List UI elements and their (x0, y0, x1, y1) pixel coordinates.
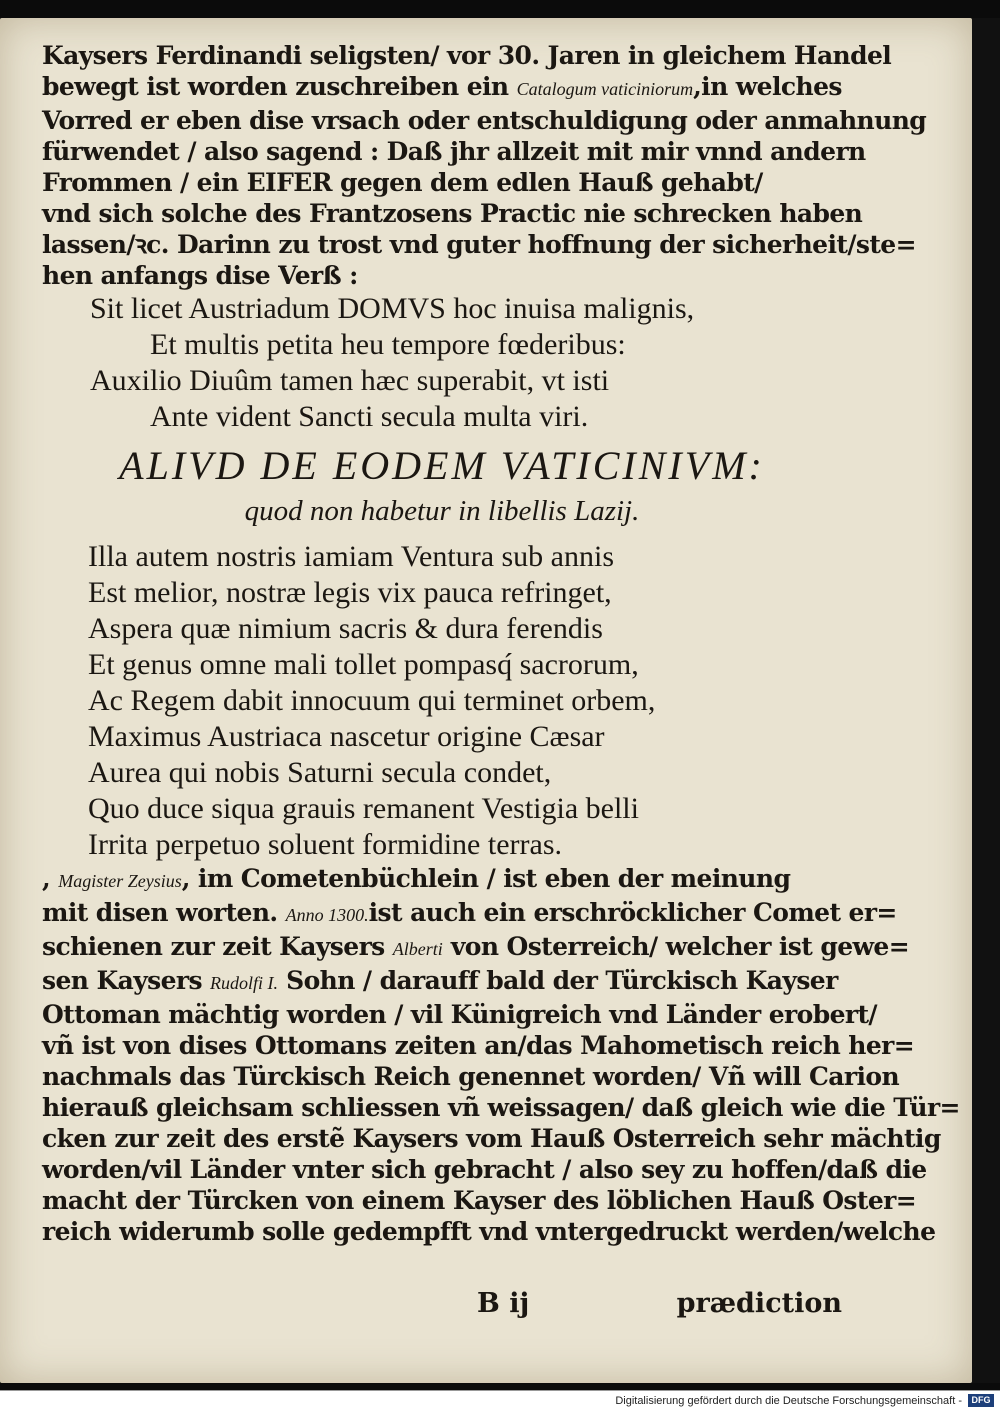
verse-line: Auxilio Diuûm tamen hæc superabit, vt isti (90, 364, 610, 397)
catchword: prædiction (676, 1288, 842, 1319)
page-footer-line (42, 1288, 842, 1322)
text-line: schienen zur zeit Kaysers Alberti von Osterreich/ welcher ist gewe= (42, 932, 910, 961)
section-heading: ALIVD DE EODEM VATICINIVM: (119, 443, 765, 488)
verse-line: Quo duce siqua grauis remanent Vestigia belli (88, 792, 639, 825)
verse-line: Sit licet Austriadum DOMVS hoc inuisa malignis, (90, 292, 695, 325)
verse-line: Est melior, nostræ legis vix pauca refringet, (88, 576, 612, 609)
text-line: vñ ist von dises Ottomans zeiten an/das Mahometisch reich her= (42, 1031, 915, 1060)
inline-latin: Alberti (392, 939, 443, 959)
text-line: nachmals das Türckisch Reich genennet worden/ Vñ will Carion (42, 1062, 900, 1091)
inline-latin: Rudolfi I. (210, 973, 279, 993)
verse-line: Illa autem nostris iamiam Ventura sub annis (88, 540, 615, 573)
verse-block-1 (42, 291, 842, 435)
section-subheading: quod non habetur in libellis Lazij. (244, 495, 640, 527)
text-line: vnd sich solche des Frantzosens Practic nie schrecken haben (42, 199, 863, 228)
text-line: cken zur zeit des erstẽ Kaysers vom Hauß Osterreich sehr mächtig (42, 1124, 941, 1153)
text-line: fürwendet / also sagend : Daß jhr allzeit mit mir vnnd andern (42, 137, 866, 166)
inline-latin: Catalogum vaticiniorum (516, 79, 694, 99)
text-line: worden/vil Länder vnter sich gebracht / also sey zu hoffen/daß die (42, 1155, 927, 1184)
text-line: Ottoman mächtig worden / vil Künigreich vnd Länder erobert/ (42, 1000, 877, 1029)
page-text (42, 40, 960, 1247)
text-line: reich widerumb solle gedempfft vnd vntergedruckt werden/welche (42, 1217, 936, 1246)
text-line: hen anfangs dise Verß : (42, 261, 358, 290)
verse-line: Ac Regem dabit innocuum qui terminet orbem, (88, 684, 656, 717)
text-line: Frommen / ein EIFER gegen dem edlen Hauß gehabt/ (42, 168, 763, 197)
text-line: sen Kaysers Rudolfi I. Sohn / darauff bald der Türckisch Kayser (42, 966, 838, 995)
prose-block-top (42, 40, 927, 291)
signature-mark: B ij (477, 1288, 530, 1319)
verse-line: Et multis petita heu tempore fœderibus: (150, 328, 626, 361)
text-line: Kaysers Ferdinandi seligsten/ vor 30. Jaren in gleichem Handel (42, 41, 892, 70)
verse-line: Aurea qui nobis Saturni secula condet, (88, 756, 552, 789)
inline-latin: Anno 1300. (285, 905, 369, 925)
inline-latin: Magister Zeysius (58, 871, 182, 891)
text-line: hierauß gleichsam schliessen vñ weissagen/ daß gleich wie die Tür= (42, 1093, 960, 1122)
text-line: macht der Türcken von einem Kayser des löblichen Hauß Oster= (42, 1186, 917, 1215)
dfg-logo-icon: DFG (968, 1394, 994, 1407)
text-line: Vorred er eben dise vrsach oder entschuldigung oder anmahnung (42, 106, 927, 135)
page-edge-shadow (972, 18, 1000, 1383)
digitization-footer (0, 1390, 1000, 1411)
verse-line: Ante vident Sancti secula multa viri. (150, 400, 589, 433)
funding-credit: Digitalisierung gefördert durch die Deutsche Forschungsgemeinschaft - (615, 1395, 962, 1407)
verse-line: Aspera quæ nimium sacris & dura ferendis (88, 612, 603, 645)
verse-line: Irrita perpetuo soluent formidine terras. (88, 828, 562, 861)
text-line: mit disen worten. Anno 1300.ist auch ein erschröcklicher Comet er= (42, 898, 897, 927)
text-line: lassen/ꝛc. Darinn zu trost vnd guter hoffnung der sicherheit/ste= (42, 230, 916, 259)
verse-line: Et genus omne mali tollet pompasq́ sacrorum, (88, 648, 639, 681)
verse-line: Maximus Austriaca nascetur origine Cæsar (88, 720, 605, 753)
text-line: , Magister Zeysius, im Cometenbüchlein / ist eben der meinung (42, 864, 791, 893)
verse-block-2 (42, 539, 842, 863)
prose-block-bottom (42, 863, 960, 1247)
text-line: bewegt ist worden zuschreiben ein Catalogum vaticiniorum,in welches (42, 72, 842, 101)
